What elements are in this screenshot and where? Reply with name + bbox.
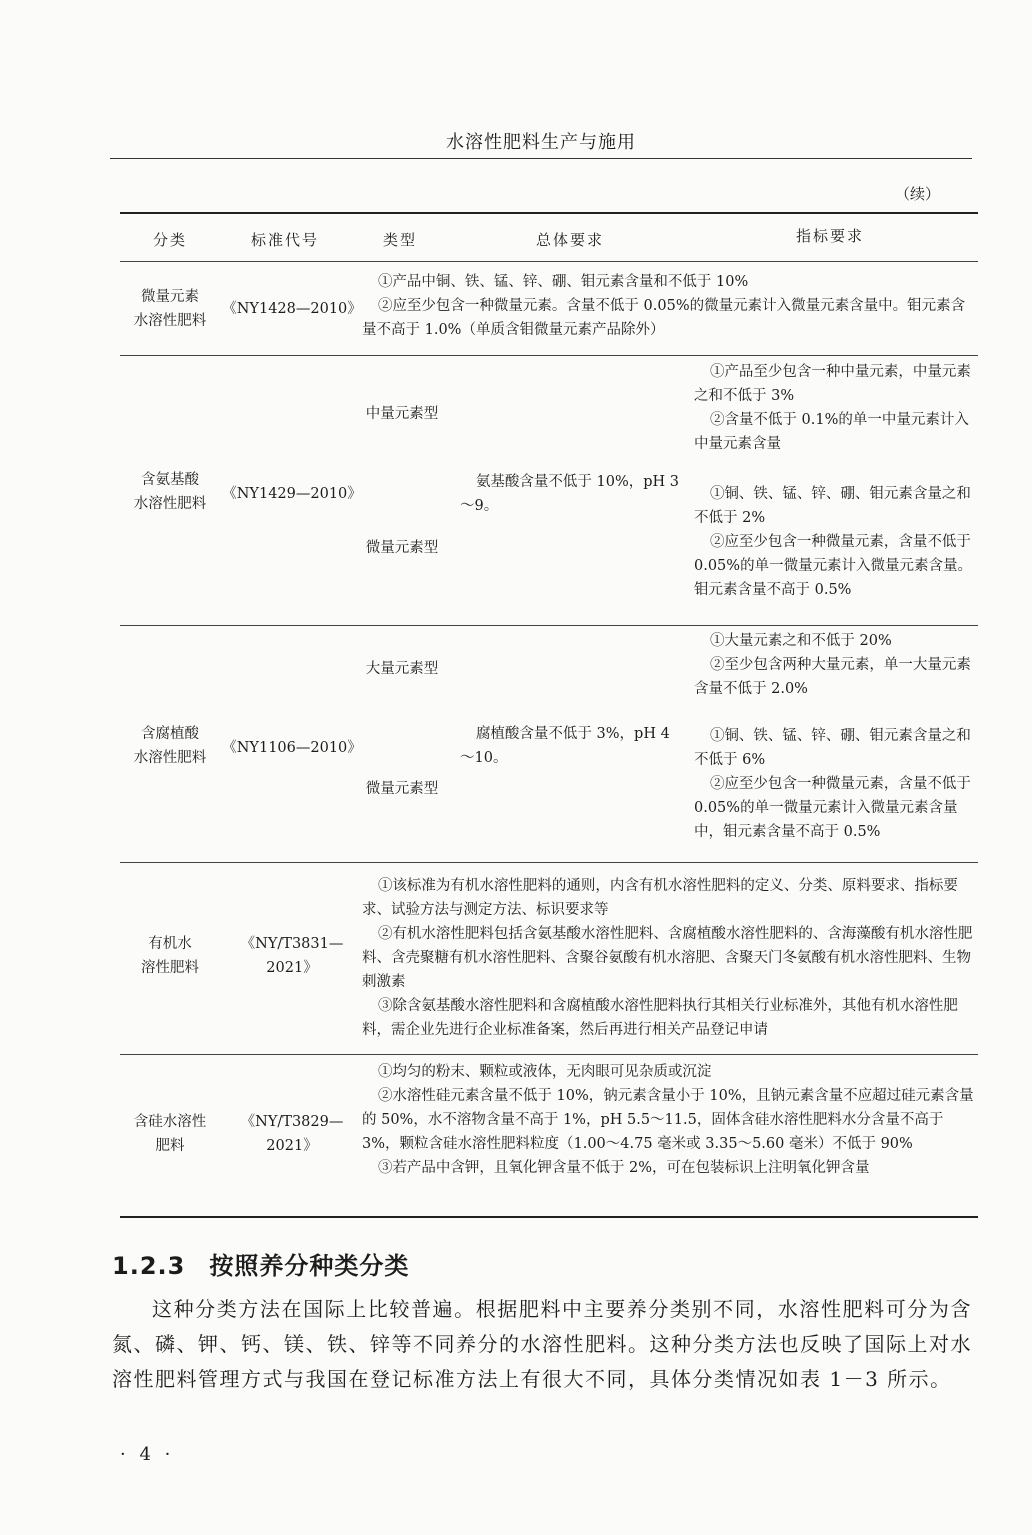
row3-indicators-b: ①铜、铁、锰、锌、硼、钼元素含量之和不低于 6% ②应至少包含一种微量元素，含量不低于 0.05%的单一微量元素计入微量元素含量中，钼元素含量不高于 0.5% [694,728,971,840]
row2-category: 含氨基酸 水溶性肥料 [133,472,207,512]
row4-requirements: ①该标准为有机水溶性肥料的通则，内含有机水溶性肥料的定义、分类、原料要求、指标要求、试验方法与测定方法、标识要求等 ②有机水溶性肥料包括含氨基酸水溶性肥料、含腐植酸水溶性肥料的、含海藻酸有机水溶性肥料、含壳聚糖有机水溶性肥料、含聚谷氨酸有机水溶肥、含聚天门冬氨酸有机水溶性肥料、生物刺激素 ③除含氨基酸水溶性肥料和含腐植酸水溶性肥料执行其相关行业标准外，其他有机水溶性肥料，需企业先进行企业标准备案，然后再进行相关产品登记申请 [362,878,973,1038]
continued-label: （续） [894,185,940,203]
section-title: 按照养分种类分类 [209,1252,410,1280]
section-heading [112,1246,409,1281]
row1-requirements: ①产品中铜、铁、锰、锌、硼、钼元素含量和不低于 10% ②应至少包含一种微量元素。含量不低于 0.05%的微量元素计入微量元素含量中。钼元素含量不高于 1.0%（单质含钼微量元素产品除外） [362,274,966,338]
table-top-rule [120,212,978,214]
row5-code: 《NY/T3829— 2021》 [240,1114,344,1154]
header-type: 类型 [382,231,417,249]
row3-general: 腐植酸含量不低于 3%，pH 4～10。 [460,726,670,766]
row-divider [120,1054,978,1055]
section-number: 1.2.3 [112,1252,186,1280]
header-indicators: 指标要求 [795,227,864,245]
row2-general: 氨基酸含量不低于 10%，pH 3～9。 [460,474,680,514]
row5-category: 含硅水溶性 肥料 [133,1114,207,1154]
row2-indicators-a: ①产品至少包含一种中量元素，中量元素之和不低于 3% ②含量不低于 0.1%的单一中量元素计入中量元素含量 [694,364,971,452]
header-rule [110,158,972,159]
row3-type-b: 微量元素型 [365,781,439,797]
row2-code: 《NY1429—2010》 [222,486,362,502]
row-divider [120,625,978,626]
row1-code: 《NY1428—2010》 [222,301,362,317]
row1-category: 微量元素 水溶性肥料 [133,289,207,329]
row-divider [120,355,978,356]
body-paragraph: 这种分类方法在国际上比较普遍。根据肥料中主要养分类别不同，水溶性肥料可分为含氮、磷、钾、钙、镁、铁、锌等不同养分的水溶性肥料。这种分类方法也反映了国际上对水溶性肥料管理方式与我国在登记标准方法上有很大不同，具体分类情况如表 1－3 所示。 [112,1297,972,1391]
header-category: 分类 [152,231,187,249]
row2-type-b: 微量元素型 [365,540,439,556]
row-divider [120,862,978,863]
row3-type-a: 大量元素型 [365,661,439,677]
table-header-rule [120,261,978,262]
table-bottom-rule [120,1216,978,1218]
row3-indicators-a: ①大量元素之和不低于 20% ②至少包含两种大量元素，单一大量元素含量不低于 2.0% [694,633,971,697]
header-code: 标准代号 [250,231,319,249]
row5-requirements: ①均匀的粉末、颗粒或液体，无肉眼可见杂质或沉淀 ②水溶性硅元素含量不低于 10%，钠元素含量小于 10%，且钠元素含量不应超过硅元素含量的 50%，水不溶物含量不高于 1%，pH 5.5～11.5，固体含硅水溶性肥料水分含量不高于 3%，颗粒含硅水溶性肥料粒度（1.00～4.75 毫米或 3.35～5.60 毫米）不低于 90% ③若产品中含钾，且氧化钾含量不低于 2%，可在包装标识上注明氧化钾含量 [362,1064,974,1176]
header-general: 总体要求 [535,231,604,249]
running-head: 水溶性肥料生产与施用 [446,132,636,153]
row3-category: 含腐植酸 水溶性肥料 [133,726,207,766]
row2-type-a: 中量元素型 [365,406,439,422]
row2-indicators-b: ①铜、铁、锰、锌、硼、钼元素含量之和不低于 2% ②应至少包含一种微量元素，含量不低于 0.05%的单一微量元素计入微量元素含量。钼元素含量不高于 0.5% [694,486,973,598]
row4-code: 《NY/T3831— 2021》 [240,936,344,976]
row4-category: 有机水 溶性肥料 [141,936,199,976]
row3-code: 《NY1106—2010》 [222,740,362,756]
page-number: · 4 · [120,1444,175,1465]
